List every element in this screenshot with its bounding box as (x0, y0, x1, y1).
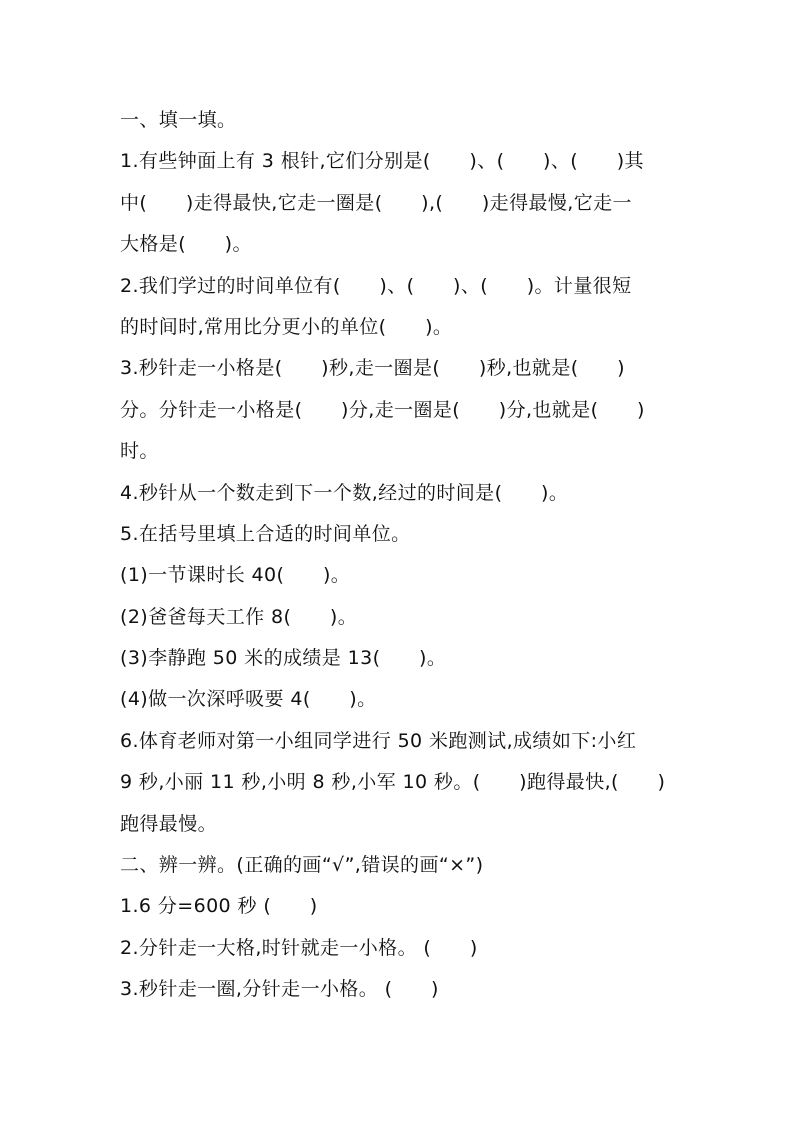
worksheet-content (120, 100, 680, 1011)
question-3-line-3: 时。 (120, 440, 159, 463)
question-5-prompt: 5.在括号里填上合适的时间单位。 (120, 522, 411, 545)
question-6-line-1: 6.体育老师对第一小组同学进行 50 米跑测试,成绩如下:小红 (120, 729, 637, 752)
question-6-line-2: 9 秒,小丽 11 秒,小明 8 秒,小军 10 秒。( )跑得最快,( ) (120, 771, 666, 794)
section-heading-true-false: 二、辨一辨。(正确的画“√”,错误的画“×”) (120, 854, 484, 877)
question-6-line-3: 跑得最慢。 (120, 812, 218, 835)
question-5-item-3: (3)李静跑 50 米的成绩是 13( )。 (120, 647, 447, 670)
question-1-line-2: 中( )走得最快,它走一圈是( ),( )走得最慢,它走一 (120, 191, 632, 214)
question-1-line-1: 1.有些钟面上有 3 根针,它们分别是( )、( )、( )其 (120, 150, 644, 173)
judge-item-2: 2.分针走一大格,时针就走一小格。 ( ) (120, 936, 478, 959)
judge-item-3: 3.秒针走一圈,分针走一小格。 ( ) (120, 978, 439, 1001)
section-heading-fill-in: 一、填一填。 (120, 109, 237, 131)
question-3-line-1: 3.秒针走一小格是( )秒,走一圈是( )秒,也就是( ) (120, 357, 625, 380)
question-2-line-2: 的时间时,常用比分更小的单位( )。 (120, 315, 453, 338)
question-3-line-2: 分。分针走一小格是( )分,走一圈是( )分,也就是( ) (120, 398, 645, 421)
question-5-item-2: (2)爸爸每天工作 8( )。 (120, 605, 358, 628)
question-2-line-1: 2.我们学过的时间单位有( )、( )、( )。计量很短 (120, 274, 632, 297)
question-1-line-3: 大格是( )。 (120, 233, 252, 256)
question-5-item-4: (4)做一次深呼吸要 4( )。 (120, 688, 377, 711)
question-4: 4.秒针从一个数走到下一个数,经过的时间是( )。 (120, 481, 569, 504)
question-5-item-1: (1)一节课时长 40( )。 (120, 564, 351, 587)
judge-item-1: 1.6 分=600 秒 ( ) (120, 895, 318, 918)
